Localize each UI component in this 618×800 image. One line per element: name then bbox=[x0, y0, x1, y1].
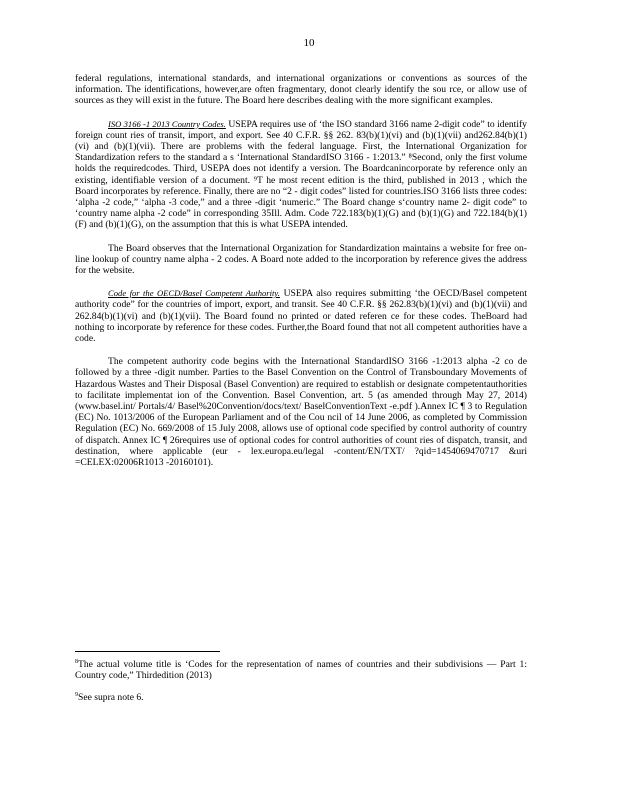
section-heading-oecd: Code for the OECD/Basel Competent Authority. bbox=[108, 288, 280, 299]
footnote-divider bbox=[75, 651, 220, 652]
oecd-basel-paragraph bbox=[75, 288, 527, 344]
paragraph-text: The Board observes that the International Organization for Standardization maintains a website for free on-line lookup of country name alpha - 2 codes. A Board note added to the incorporation by reference gives the address for the website. bbox=[75, 242, 527, 277]
paragraph-text: USEPA requires use of ‘the ISO standard 3166 name 2-digit code” to identify foreign count ries of transit, import, and export. See 40 C.F.R. §§ 262. 83(b)(1)(vi) and (b)(1)(vii) and262.84(b)(1)(vi) and (b)(1)(vii). There are problems with the federal language. First, the International Organization for Standardization refers to the standard a s ‘International StandardISO 3166 - 1:2013.” ⁸Second, only the first volume holds the requiredcodes. Third, USEPA does not identify a version. The Boardcanincorporate by reference only an existing, identifiable version of a document. ⁹T he most recent edition is the third, published in 2013 , which the Board incorporates by reference. Finally, there are no “2 - digit codes” listed for countries.ISO 3166 lists three codes: ‘alpha -2 code,” ‘alpha -3 code,” and a three -digit ‘numeric.” The Board change s‘country name 2- digit code” to ‘country name alpha -2 code” in corresponding 35Ill. Adm. Code 722.183(b)(1)(G) and (b)(1)(G) and 722.184(b)(1)(F) and (b)(1)(G), on the assumption that this is what USEPA intended. bbox=[75, 118, 527, 231]
footnote-marker: 8 bbox=[75, 658, 78, 665]
footnote-marker: 9 bbox=[75, 691, 78, 698]
paragraph-text: The competent authority code begins with the International StandardISO 3166 -1:2013 alpha -2 co de followed by a three -digit number. Parties to the Basel Convention on the Control of Transboundary Movements of Hazardous Wastes and Their Disposal (Basel Convention) are required to establish or designate competentauthorities to facilitate implementat ion of the Convention. Basel Convention, art. 5 (as amended through May 27, 2014) (www.basel.int/ Portals/4/ Basel%20Convention/docs/text/ BaselConventionText -e.pdf ).Annex IC ¶ 3 to Regulation (EC) No. 1013/2006 of the European Parliament and of the Cou ncil of 14 June 2006, as completed by Commission Regulation (EC) No. 669/2008 of 15 July 2008, allows use of optional code specified by control authority of country of dispatch. Annex IC ¶ 26requires use of optional codes for control authorities of count ries of dispatch, transit, and destination, where applicable (eur - lex.europa.eu/legal -content/EN/TXT/ ?qid=1454069470717 &uri =CELEX:02006R1013 -20160101). bbox=[75, 356, 527, 469]
section-heading-iso: ISO 3166 -1 2013 Country Codes. bbox=[108, 118, 226, 129]
document-body bbox=[75, 73, 527, 480]
intro-paragraph bbox=[75, 73, 527, 107]
website-paragraph bbox=[75, 243, 527, 277]
paragraph-text: federal regulations, international standards, and international organizations or conventions as sources of the information. The identifications, however,are often fragmentary, donot clearly identify the sou rce, or allow use of sources as they will exist in the future. The Board here describes dealing with the more significant examples. bbox=[75, 73, 527, 107]
competent-authority-paragraph bbox=[75, 356, 527, 468]
page-number: 10 bbox=[303, 37, 315, 49]
iso-codes-paragraph bbox=[75, 119, 527, 231]
footnote-text: See supra note 6. bbox=[78, 691, 144, 703]
footnote-9 bbox=[75, 692, 527, 703]
footnotes bbox=[75, 659, 527, 713]
footnote-text: The actual volume title is ‘Codes for the representation of names of countries and their subdivisions — Part 1: Country code,” Thirdedition (2013) bbox=[75, 659, 527, 682]
paragraph-text: USEPA also requires submitting ‘the OECD/Basel competent authority code” for the countries of import, export, and transit. See 40 C.F.R. §§ 262.83(b)(1)(vi) and (b)(1)(vii) and 262.84(b)(1)(vi) and (b)(1)(vii). The Board found no printed or dated referen ce for these codes. TheBoard had nothing to incorporate by reference for these codes. Further,the Board found that not all competent authorities have a code. bbox=[75, 288, 527, 345]
footnote-8 bbox=[75, 659, 527, 682]
